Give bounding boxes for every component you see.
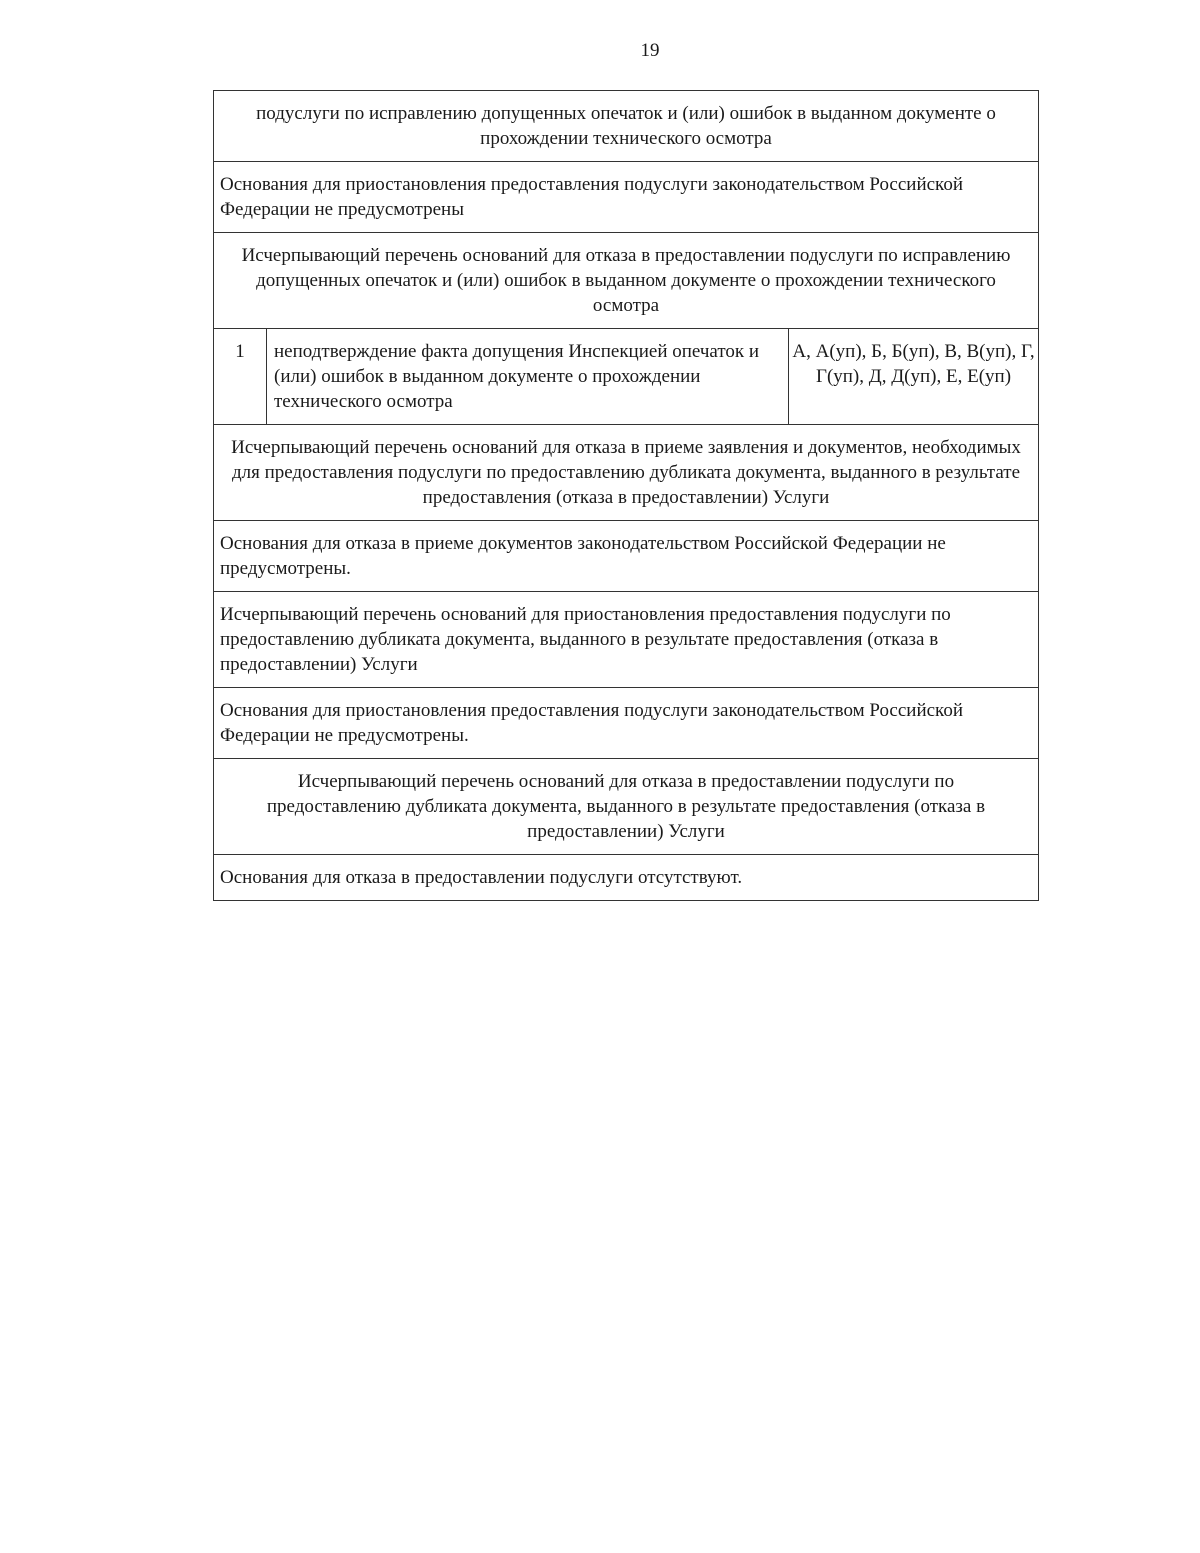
section-heading: подуслуги по исправлению допущенных опечаток и (или) ошибок в выданном документе о прохождении технического осмотра — [214, 91, 1039, 162]
grounds-table — [213, 90, 1039, 901]
table-row — [214, 329, 1039, 425]
table-row — [214, 521, 1039, 592]
page-number: 19 — [640, 40, 660, 61]
section-heading: Исчерпывающий перечень оснований для отказа в приеме заявления и документов, необходимых для предоставления подуслуги по предоставлению дубликата документа, выданного в результате предоставления (отказа в предоставлении) Услуги — [214, 425, 1039, 521]
table-row — [214, 688, 1039, 759]
table-row — [214, 91, 1039, 162]
table-row — [214, 759, 1039, 855]
section-text: Основания для приостановления предоставления подуслуги законодательством Российской Федерации не предусмотрены — [214, 162, 1039, 233]
section-text: Основания для приостановления предоставления подуслуги законодательством Российской Федерации не предусмотрены. — [214, 688, 1039, 759]
table-row — [214, 855, 1039, 901]
section-text: Основания для отказа в предоставлении подуслуги отсутствуют. — [214, 855, 1039, 901]
item-number: 1 — [214, 329, 267, 425]
table-row — [214, 162, 1039, 233]
section-text: Основания для отказа в приеме документов законодательством Российской Федерации не предусмотрены. — [214, 521, 1039, 592]
table-row — [214, 425, 1039, 521]
table-row — [214, 233, 1039, 329]
item-categories: А, А(уп), Б, Б(уп), В, В(уп), Г, Г(уп), Д, Д(уп), Е, Е(уп) — [789, 329, 1039, 425]
item-description: неподтверждение факта допущения Инспекцией опечаток и (или) ошибок в выданном документе о прохождении технического осмотра — [267, 329, 789, 425]
section-heading: Исчерпывающий перечень оснований для отказа в предоставлении подуслуги по предоставлению дубликата документа, выданного в результате предоставления (отказа в предоставлении) Услуги — [214, 759, 1039, 855]
section-text: Исчерпывающий перечень оснований для приостановления предоставления подуслуги по предоставлению дубликата документа, выданного в результате предоставления (отказа в предоставлении) Услуги — [214, 592, 1039, 688]
table-row — [214, 592, 1039, 688]
section-heading: Исчерпывающий перечень оснований для отказа в предоставлении подуслуги по исправлению допущенных опечаток и (или) ошибок в выданном документе о прохождении технического осмотра — [214, 233, 1039, 329]
